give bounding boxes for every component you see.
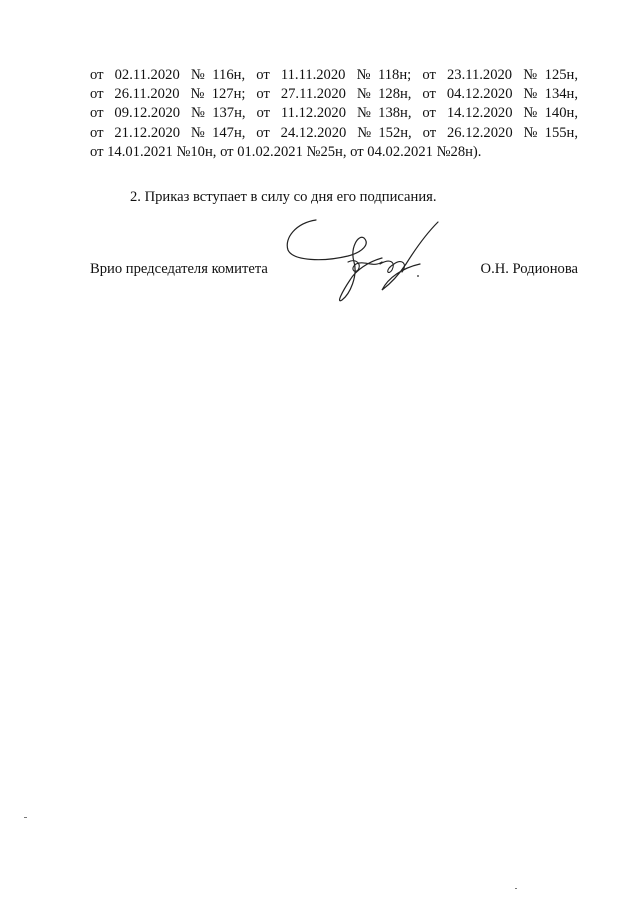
scan-speck (24, 817, 27, 818)
handwritten-signature (278, 218, 443, 310)
paragraph-line: от 14.01.2021 №10н, от 01.02.2021 №25н, от 04.02.2021 №28н). (90, 143, 482, 160)
item-2-text: 2. Приказ вступает в силу со дня его подписания. (130, 189, 437, 205)
paragraph-line: от 26.11.2020 №127н; от 27.11.2020 №128н, от 04.12.2020 №134н, (90, 86, 578, 103)
orders-list-paragraph (90, 66, 578, 162)
position-title: Врио председателя комитета (90, 261, 268, 277)
paragraph-line: от 02.11.2020 №116н, от 11.11.2020 №118н; от 23.11.2020 №125н, (90, 67, 578, 83)
scan-speck (515, 888, 517, 889)
signer-name: О.Н. Родионова (480, 261, 578, 277)
paragraph-line: от 21.12.2020 №147н, от 24.12.2020 №152н, от 26.12.2020 №155н, (90, 124, 578, 141)
paragraph-line: от 09.12.2020 №137н, от 11.12.2020 №138н, от 14.12.2020 №140н, (90, 105, 578, 122)
